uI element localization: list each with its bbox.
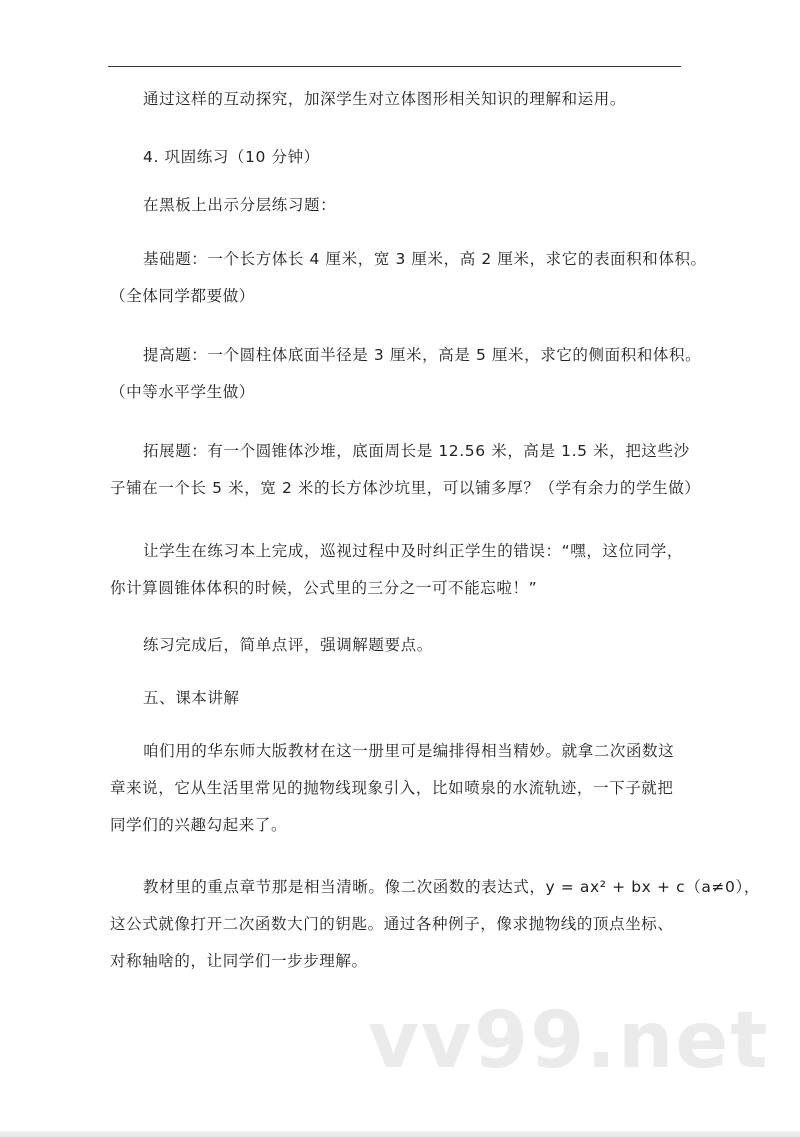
- paragraph-line: 拓展题：有一个圆锥体沙堆，底面周长是 12.56 米，高是 1.5 米，把这些沙: [143, 442, 690, 460]
- watermark: vv99.net: [368, 996, 770, 1086]
- page-bottom-edge: [0, 1131, 800, 1137]
- section-heading-textbook: [110, 680, 695, 717]
- paragraph-line: 这公式就像打开二次函数大门的钥匙。通过各种例子，像求抛物线的顶点坐标、: [110, 915, 674, 933]
- paragraph-advanced-question: [110, 337, 702, 411]
- paragraph-layered-exercises: [110, 187, 695, 224]
- paragraph-line: 通过这样的互动探究，加深学生对立体图形相关知识的理解和运用。: [143, 90, 627, 108]
- paragraph-key-chapters: [110, 869, 760, 980]
- paragraph-line: 章来说，它从生活里常见的抛物线现象引入，比如喷泉的水流轨迹，一下子就把: [110, 779, 674, 797]
- section-heading-consolidation: [110, 139, 695, 176]
- header-rule: [108, 66, 681, 67]
- paragraph-line: 五、课本讲解: [143, 689, 240, 707]
- paragraph-line: 在黑板上出示分层练习题：: [143, 196, 337, 214]
- paragraph-line: 提高题：一个圆柱体底面半径是 3 厘米，高是 5 厘米，求它的侧面积和体积。: [143, 346, 702, 364]
- paragraph-review: [110, 627, 695, 664]
- paragraph-basic-question: [110, 241, 707, 315]
- paragraph-line: 子铺在一个长 5 米，宽 2 米的长方体沙坑里，可以铺多厚？（学有余力的学生做）: [110, 479, 701, 497]
- paragraph-line: （中等水平学生做）: [110, 383, 255, 401]
- paragraph-line: 练习完成后，简单点评，强调解题要点。: [143, 636, 433, 654]
- paragraph-line: 4. 巩固练习（10 分钟）: [143, 148, 320, 166]
- paragraph-line: 你计算圆锥体体积的时候，公式里的三分之一可不能忘啦！”: [110, 579, 538, 597]
- paragraph-line: 同学们的兴趣勾起来了。: [110, 816, 288, 834]
- paragraph-teacher-guidance: [110, 533, 695, 607]
- paragraph-textbook-intro: [110, 733, 695, 844]
- paragraph-line: 咱们用的华东师大版教材在这一册里可是编排得相当精妙。就拿二次函数这: [143, 742, 675, 760]
- paragraph-line: 教材里的重点章节那是相当清晰。像二次函数的表达式，y = ax² + bx + c（a≠0），: [143, 878, 760, 896]
- paragraph-line: 让学生在练习本上完成，巡视过程中及时纠正学生的错误：“嘿，这位同学，: [143, 542, 683, 560]
- paragraph-line: 基础题：一个长方体长 4 厘米，宽 3 厘米，高 2 厘米，求它的表面积和体积。: [143, 250, 707, 268]
- paragraph-line: 对称轴啥的，让同学们一步步理解。: [110, 952, 368, 970]
- paragraph-extension-question: [110, 433, 701, 507]
- paragraph-interactive-exploration: [110, 81, 695, 118]
- paragraph-line: （全体同学都要做）: [110, 287, 255, 305]
